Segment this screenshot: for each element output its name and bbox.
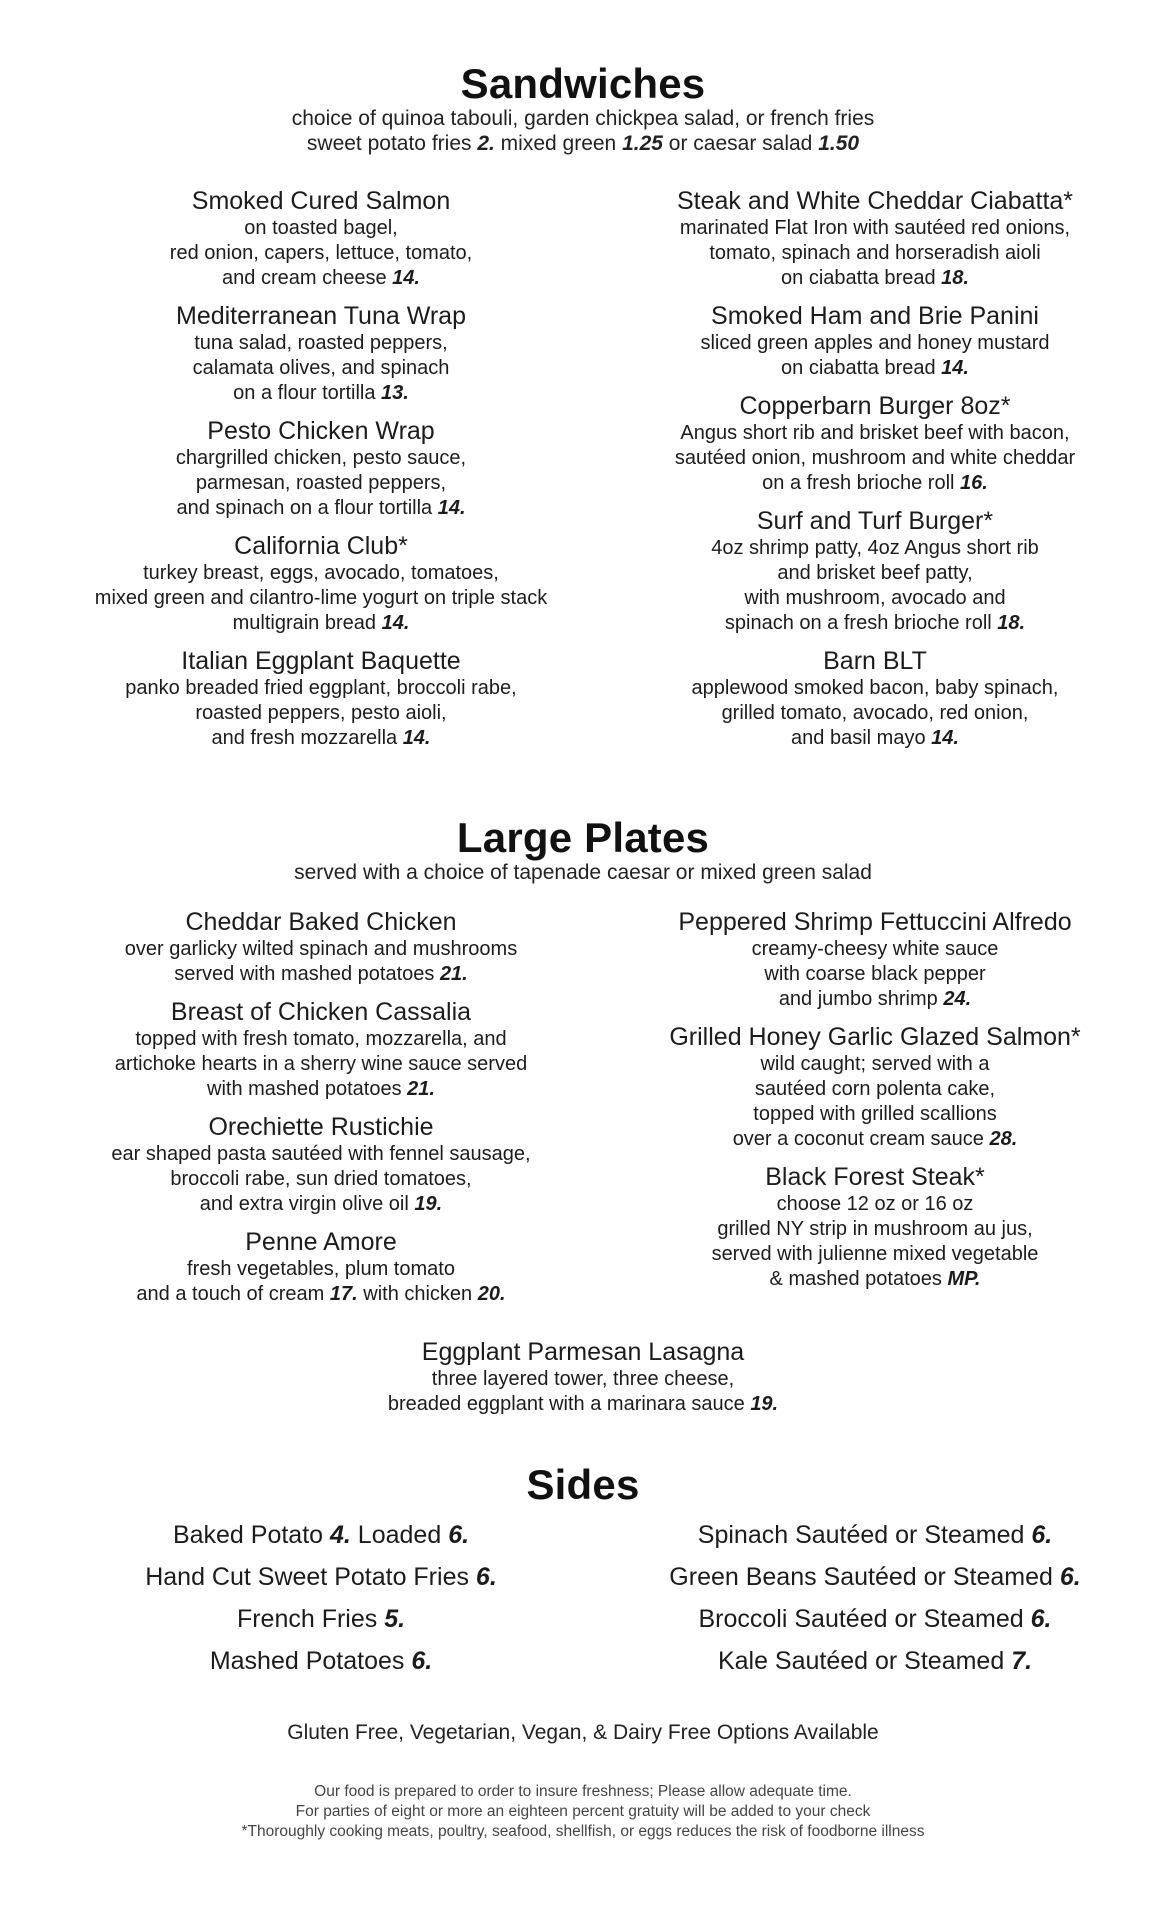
item-desc <box>0 1392 1166 1417</box>
menu-item <box>111 1113 530 1217</box>
side-item <box>718 1646 1032 1688</box>
item-desc: and brisket beef patty, <box>777 562 973 584</box>
sandwiches-header <box>0 62 1166 156</box>
item-desc: topped with grilled scallions <box>753 1103 997 1125</box>
price: 14. <box>381 612 410 634</box>
item-desc-text: multigrain bread <box>232 612 382 634</box>
sides-right-column <box>598 1520 1152 1688</box>
menu-item <box>692 647 1059 751</box>
item-desc <box>176 496 466 521</box>
price: 14. <box>931 727 959 749</box>
side-text: Broccoli Sautéed or Steamed <box>698 1605 1031 1633</box>
side-text: French Fries <box>236 1605 385 1633</box>
item-desc: calamata olives, and spinach <box>192 357 450 379</box>
item-name: Italian Eggplant Baquette <box>181 647 461 675</box>
menu-item <box>677 187 1073 291</box>
large-plates-left-column <box>44 908 598 1318</box>
side-text: Spinach Sautéed or Steamed <box>697 1521 1032 1549</box>
item-desc-text: and a touch of cream <box>136 1283 330 1305</box>
item-desc-text: & mashed potatoes <box>769 1268 948 1290</box>
price: 1.25 <box>622 132 663 155</box>
menu-item <box>170 187 472 291</box>
price: 21. <box>439 963 468 985</box>
price: 17. <box>329 1283 358 1305</box>
price: 2. <box>477 132 495 155</box>
price: 16. <box>960 472 988 494</box>
item-desc-text: on ciabatta bread <box>781 357 942 379</box>
item-name: Peppered Shrimp Fettuccini Alfredo <box>678 908 1072 936</box>
price: 19. <box>414 1193 443 1215</box>
item-desc: broccoli rabe, sun dried tomatoes, <box>170 1168 472 1190</box>
item-desc <box>675 471 1075 496</box>
dietary-options-note <box>0 1720 1166 1746</box>
fine-print-line: Our food is prepared to order to insure freshness; Please allow adequate time. <box>314 1783 852 1800</box>
item-name: Eggplant Parmesan Lasagna <box>421 1338 745 1366</box>
item-name: Copperbarn Burger 8oz* <box>739 392 1011 420</box>
item-name: Steak and White Cheddar Ciabatta* <box>676 187 1074 215</box>
item-desc: applewood smoked bacon, baby spinach, <box>691 677 1059 699</box>
item-desc: served with julienne mixed vegetable <box>711 1243 1039 1265</box>
item-desc: tuna salad, roasted peppers, <box>194 332 448 354</box>
menu-item <box>669 1023 1080 1152</box>
item-desc: over garlicky wilted spinach and mushrooms <box>124 938 518 960</box>
menu-item <box>125 908 517 987</box>
item-desc-text: and spinach on a flour tortilla <box>176 497 438 519</box>
item-desc-text: over a coconut cream sauce <box>732 1128 990 1150</box>
menu-item <box>125 647 516 751</box>
item-desc <box>711 611 1039 636</box>
item-desc <box>125 726 516 751</box>
item-name: Mediterranean Tuna Wrap <box>176 302 466 330</box>
item-desc <box>692 726 1059 751</box>
item-desc: chargrilled chicken, pesto sauce, <box>175 447 467 469</box>
item-desc-text: with chicken <box>357 1283 478 1305</box>
price: 19. <box>750 1393 779 1415</box>
item-desc: three layered tower, three cheese, <box>431 1368 735 1390</box>
large-plates-columns <box>0 908 1166 1318</box>
item-desc-text: and cream cheese <box>222 267 393 289</box>
item-desc-text: and fresh mozzarella <box>211 727 403 749</box>
menu-item-center <box>0 1338 1166 1417</box>
item-name: Surf and Turf Burger* <box>756 507 994 535</box>
item-desc: marinated Flat Iron with sautéed red onions, <box>679 217 1071 239</box>
price: 28. <box>989 1128 1018 1150</box>
section-title-sides: Sides <box>526 1461 640 1508</box>
price: 5. <box>384 1605 406 1633</box>
side-item <box>699 1604 1052 1646</box>
item-desc: sautéed onion, mushroom and white cheddar <box>674 447 1076 469</box>
item-desc: with mushroom, avocado and <box>744 587 1006 609</box>
side-text: Kale Sautéed or Steamed <box>717 1647 1012 1675</box>
item-desc: choose 12 oz or 16 oz <box>776 1193 974 1215</box>
fine-print <box>0 1782 1166 1842</box>
item-desc: with coarse black pepper <box>764 963 986 985</box>
item-desc <box>669 1127 1080 1152</box>
price: 6. <box>475 1563 497 1591</box>
side-item <box>210 1646 432 1688</box>
menu-item <box>678 908 1071 1012</box>
price: 6. <box>1030 1605 1052 1633</box>
side-text: Hand Cut Sweet Potato Fries <box>145 1563 476 1591</box>
item-desc: sautéed corn polenta cake, <box>754 1078 996 1100</box>
item-desc: topped with fresh tomato, mozzarella, and <box>135 1028 507 1050</box>
menu-item <box>176 417 466 521</box>
menu-item <box>712 1163 1039 1292</box>
sides-left-column <box>44 1520 598 1688</box>
menu-item <box>176 302 466 406</box>
options-note: Gluten Free, Vegetarian, Vegan, & Dairy Free Options Available <box>287 1721 879 1744</box>
side-item <box>145 1562 497 1604</box>
large-plates-right-column <box>598 908 1152 1318</box>
item-desc-text: and basil mayo <box>791 727 932 749</box>
item-desc-text: and extra virgin olive oil <box>199 1193 415 1215</box>
item-desc: on toasted bagel, <box>244 217 398 239</box>
item-desc: Angus short rib and brisket beef with bacon, <box>680 422 1070 444</box>
item-desc: sliced green apples and honey mustard <box>700 332 1050 354</box>
item-desc <box>95 611 547 636</box>
menu-item <box>700 302 1049 381</box>
item-desc: creamy-cheesy white sauce <box>751 938 999 960</box>
side-item <box>669 1562 1080 1604</box>
item-desc-text: on ciabatta bread <box>781 267 942 289</box>
item-desc: red onion, capers, lettuce, tomato, <box>169 242 473 264</box>
note-text: or caesar salad <box>662 132 819 155</box>
side-text: Green Beans Sautéed or Steamed <box>669 1563 1060 1591</box>
fine-print-line: *Thoroughly cooking meats, poultry, seafood, shellfish, or eggs reduces the risk of foodborne illness <box>241 1823 925 1840</box>
item-desc <box>125 962 517 987</box>
sandwiches-note-line1: choice of quinoa tabouli, garden chickpea salad, or french fries <box>291 107 875 130</box>
side-text: Mashed Potatoes <box>209 1647 412 1675</box>
section-title-sandwiches: Sandwiches <box>460 60 706 107</box>
item-name: Grilled Honey Garlic Glazed Salmon* <box>669 1023 1081 1051</box>
sides-columns <box>0 1520 1166 1688</box>
note-text: mixed green <box>494 132 623 155</box>
item-name: Cheddar Baked Chicken <box>185 908 457 936</box>
item-desc: grilled NY strip in mushroom au jus, <box>717 1218 1033 1240</box>
fine-print-line: For parties of eight or more an eighteen percent gratuity will be added to your check <box>295 1803 871 1820</box>
item-desc: fresh vegetables, plum tomato <box>187 1258 455 1280</box>
item-desc: grilled tomato, avocado, red onion, <box>721 702 1029 724</box>
sides-header <box>0 1463 1166 1507</box>
item-desc <box>700 356 1049 381</box>
menu-item <box>95 532 547 636</box>
item-desc <box>115 1077 527 1102</box>
item-name: Orechiette Rustichie <box>208 1113 434 1141</box>
price: 4. <box>330 1521 351 1549</box>
menu-item <box>136 1228 505 1307</box>
price: 6. <box>448 1521 470 1549</box>
item-desc-text: spinach on a fresh brioche roll <box>724 612 998 634</box>
price: 1.50 <box>818 132 860 155</box>
item-desc-text: and jumbo shrimp <box>778 988 944 1010</box>
item-desc: turkey breast, eggs, avocado, tomatoes, <box>143 562 499 584</box>
side-item <box>173 1520 469 1562</box>
item-desc-text: on a flour tortilla <box>233 382 382 404</box>
sandwiches-columns <box>0 187 1166 762</box>
section-title-large-plates: Large Plates <box>456 814 710 861</box>
side-text: Loaded <box>350 1521 449 1549</box>
item-name: California Club* <box>234 532 408 560</box>
price: 6. <box>411 1647 433 1675</box>
item-desc: panko breaded fried eggplant, broccoli rabe, <box>125 677 517 699</box>
sandwiches-right-column <box>598 187 1152 762</box>
item-desc: wild caught; served with a <box>760 1053 990 1075</box>
price: 18. <box>997 612 1026 634</box>
price: 14. <box>437 497 466 519</box>
price: 6. <box>1059 1563 1081 1591</box>
item-desc <box>136 1282 505 1307</box>
price: 7. <box>1011 1647 1033 1675</box>
price: 20. <box>477 1283 506 1305</box>
menu-item <box>675 392 1075 496</box>
side-item <box>237 1604 405 1646</box>
item-desc <box>677 266 1073 291</box>
sandwiches-left-column <box>44 187 598 762</box>
item-desc: parmesan, roasted peppers, <box>195 472 447 494</box>
price: 6. <box>1031 1521 1053 1549</box>
note-text: sweet potato fries <box>306 132 478 155</box>
item-desc: artichoke hearts in a sherry wine sauce served <box>114 1053 528 1075</box>
price: 21. <box>407 1078 435 1100</box>
item-name: Barn BLT <box>823 647 927 675</box>
item-desc <box>176 381 466 406</box>
item-name: Smoked Ham and Brie Panini <box>711 302 1039 330</box>
price: MP. <box>947 1268 981 1290</box>
item-desc <box>712 1267 1039 1292</box>
item-desc: 4oz shrimp patty, 4oz Angus short rib <box>711 537 1039 559</box>
item-desc-text: with mashed potatoes <box>207 1078 408 1100</box>
large-plates-note: served with a choice of tapenade caesar or mixed green salad <box>294 861 872 884</box>
price: 14. <box>941 357 969 379</box>
price: 13. <box>381 382 409 404</box>
item-desc <box>111 1192 530 1217</box>
item-desc <box>170 266 472 291</box>
sandwiches-note-line2 <box>0 131 1166 156</box>
price: 14. <box>392 267 420 289</box>
large-plates-header <box>0 816 1166 885</box>
item-desc: ear shaped pasta sautéed with fennel sausage, <box>111 1143 531 1165</box>
item-desc-text: served with mashed potatoes <box>174 963 440 985</box>
menu-item <box>711 507 1039 636</box>
menu-item <box>115 998 527 1102</box>
price: 18. <box>941 267 969 289</box>
item-name: Smoked Cured Salmon <box>191 187 451 215</box>
side-item <box>698 1520 1052 1562</box>
side-text: Baked Potato <box>172 1521 330 1549</box>
item-desc-text: on a fresh brioche roll <box>762 472 961 494</box>
item-desc: roasted peppers, pesto aioli, <box>195 702 447 724</box>
item-desc: tomato, spinach and horseradish aioli <box>709 242 1041 264</box>
item-name: Breast of Chicken Cassalia <box>170 998 472 1026</box>
price: 24. <box>943 988 972 1010</box>
item-desc <box>678 987 1071 1012</box>
price: 14. <box>402 727 431 749</box>
item-desc: mixed green and cilantro-lime yogurt on triple stack <box>94 587 548 609</box>
item-name: Pesto Chicken Wrap <box>207 417 435 445</box>
item-name: Black Forest Steak* <box>765 1163 985 1191</box>
item-desc-text: breaded eggplant with a marinara sauce <box>387 1393 751 1415</box>
item-name: Penne Amore <box>245 1228 397 1256</box>
